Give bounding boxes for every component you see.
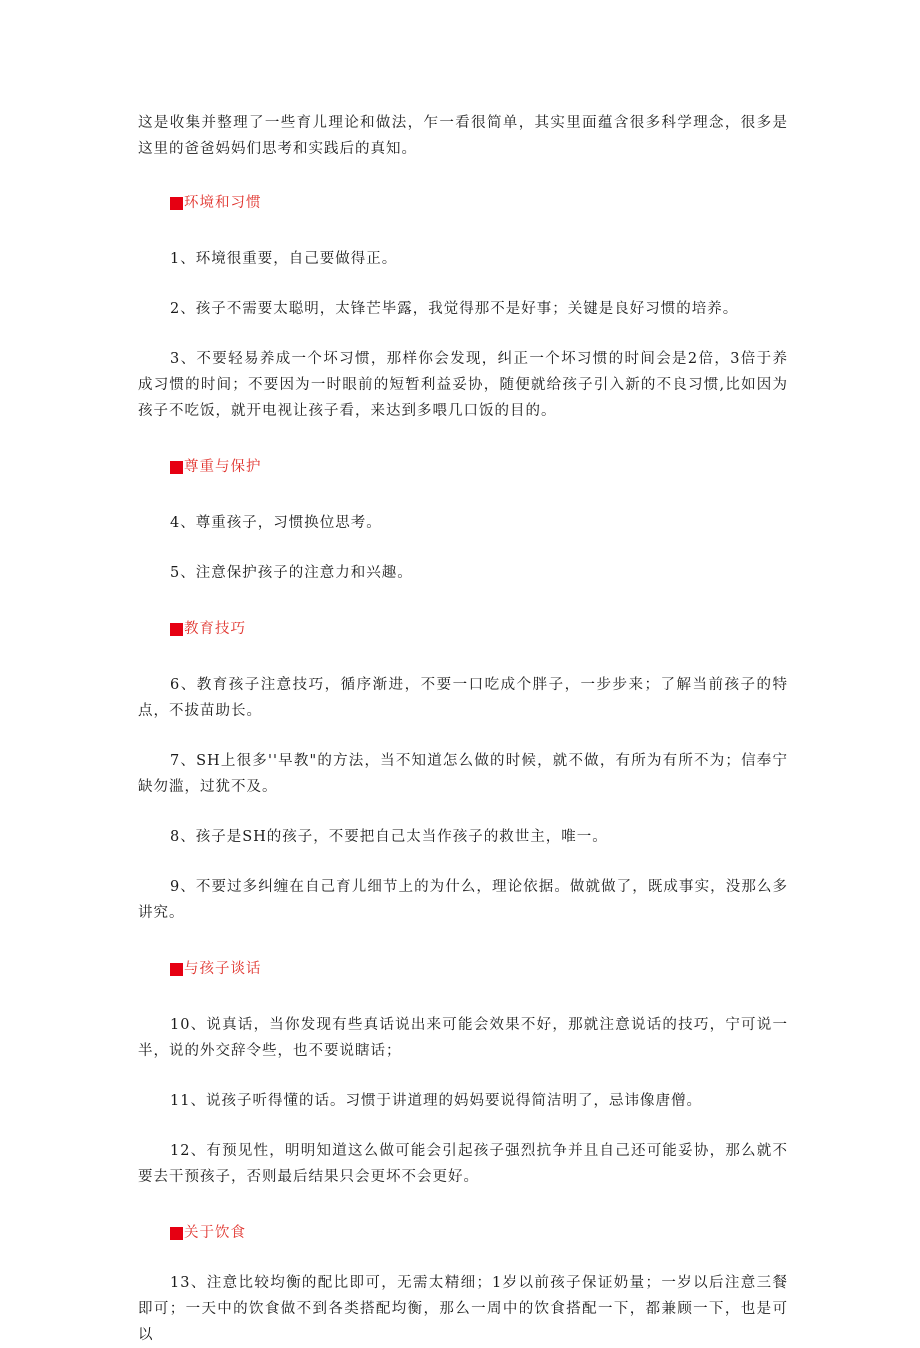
list-item: 13、注意比较均衡的配比即可，无需太精细；1岁以前孩子保证奶量；一岁以后注意三餐即可；一天中的饮食做不到各类搭配均衡，那么一周中的饮食搭配一下，都兼顾一下，也是可以	[138, 1275, 788, 1343]
section-heading-diet	[138, 1220, 788, 1246]
section-title: 与孩子谈话	[184, 961, 262, 977]
section-heading-respect	[138, 454, 788, 480]
list-item: 8、孩子是SH的孩子，不要把自己太当作孩子的救世主，唯一。	[170, 829, 608, 845]
section-title: 环境和习惯	[184, 195, 262, 211]
section-heading-skills	[138, 616, 788, 642]
section-title: 教育技巧	[184, 621, 246, 637]
list-item: 9、不要过多纠缠在自己育儿细节上的为什么，理论依据。做就做了，既成事实，没那么多讲究。	[138, 879, 788, 921]
list-item: 5、注意保护孩子的注意力和兴趣。	[170, 565, 413, 581]
red-square-icon	[170, 461, 183, 474]
list-item: 12、有预见性，明明知道这么做可能会引起孩子强烈抗争并且自己还可能妥协，那么就不要去干预孩子，否则最后结果只会更坏不会更好。	[138, 1143, 788, 1185]
red-square-icon	[170, 623, 183, 636]
list-item: 2、孩子不需要太聪明，太锋芒毕露，我觉得那不是好事；关键是良好习惯的培养。	[170, 301, 739, 317]
section-title: 关于饮食	[184, 1225, 246, 1241]
document-page	[138, 110, 788, 1348]
section-heading-environment	[138, 190, 788, 216]
list-item: 7、SH上很多''早教"的方法，当不知道怎么做的时候，就不做，有所为有所不为；信奉宁缺勿滥，过犹不及。	[138, 753, 788, 795]
list-item: 4、尊重孩子，习惯换位思考。	[170, 515, 382, 531]
intro-paragraph: 这是收集并整理了一些育儿理论和做法，乍一看很简单，其实里面蕴含很多科学理念，很多是这里的爸爸妈妈们思考和实践后的真知。	[138, 115, 788, 157]
red-square-icon	[170, 197, 183, 210]
red-square-icon	[170, 963, 183, 976]
list-item: 3、不要轻易养成一个坏习惯，那样你会发现，纠正一个坏习惯的时间会是2倍，3倍于养成习惯的时间；不要因为一时眼前的短暂利益妥协，随便就给孩子引入新的不良习惯,比如因为孩子不吃饭，就开电视让孩子看，来达到多喂几口饭的目的。	[138, 351, 788, 419]
section-title: 尊重与保护	[184, 459, 262, 475]
red-square-icon	[170, 1227, 183, 1240]
list-item: 10、说真话，当你发现有些真话说出来可能会效果不好，那就注意说话的技巧，宁可说一半，说的外交辞令些，也不要说瞎话；	[138, 1017, 788, 1059]
section-heading-talking	[138, 956, 788, 982]
list-item: 6、教育孩子注意技巧，循序渐进，不要一口吃成个胖子，一步步来；了解当前孩子的特点，不拔苗助长。	[138, 677, 788, 719]
list-item: 1、环境很重要，自己要做得正。	[170, 251, 398, 267]
list-item: 11、说孩子听得懂的话。习惯于讲道理的妈妈要说得简洁明了，忌讳像唐僧。	[170, 1093, 702, 1109]
